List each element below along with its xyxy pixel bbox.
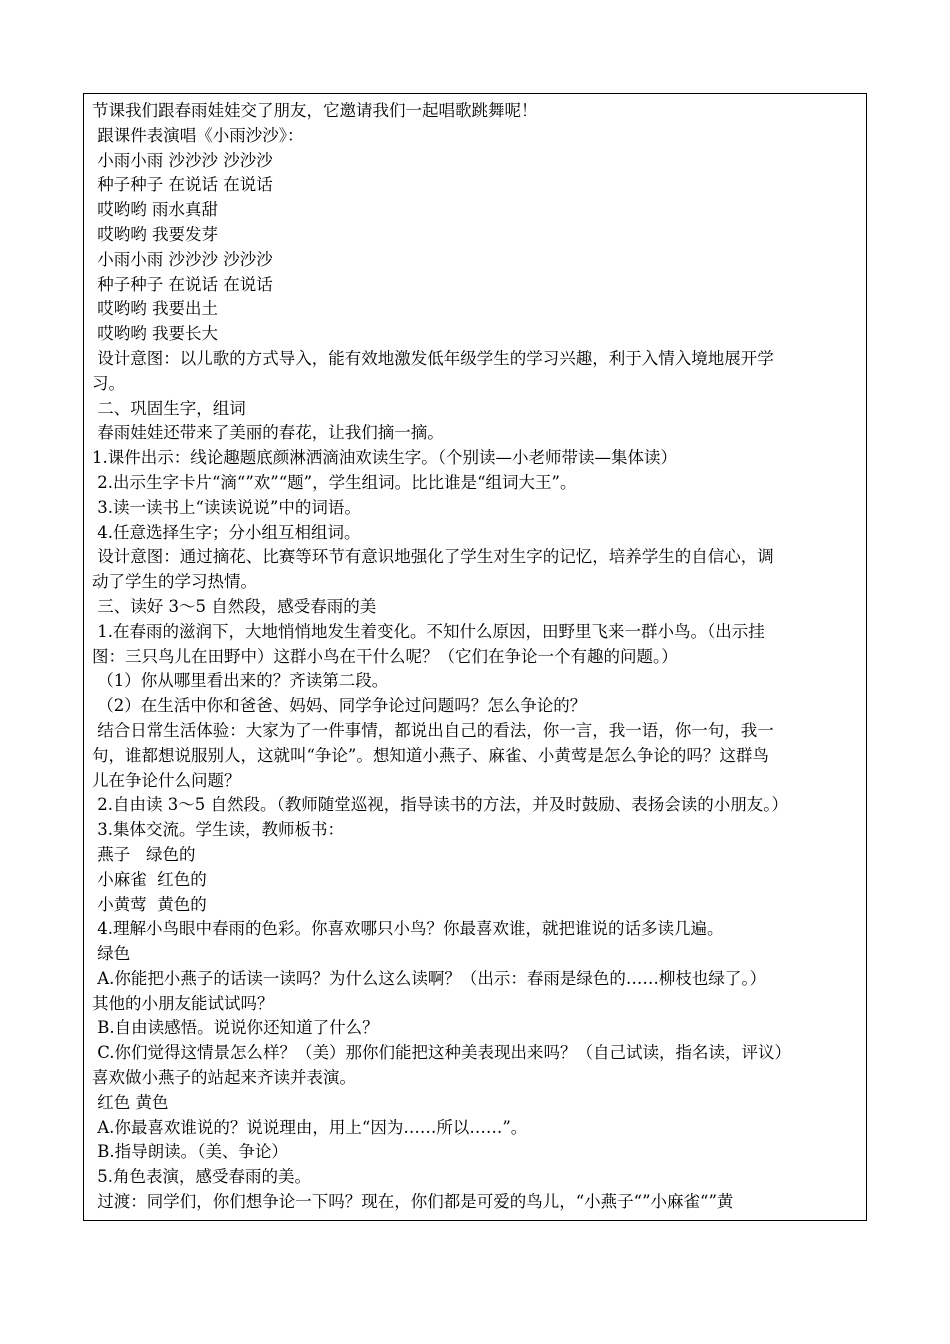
text-line: 儿在争论什么问题？ [92, 770, 241, 790]
text-line: 句，谁都想说服别人，这就叫“争论”。想知道小燕子、麻雀、小黄莺是怎么争论的吗？这群鸟 [92, 745, 769, 765]
text-line: B.自由读感悟。说说你还知道了什么？ [92, 1018, 379, 1038]
text-line: 2.自由读 3～5 自然段。（教师随堂巡视，指导读书的方法，并及时鼓励、表扬会读的小朋友。） [92, 795, 788, 815]
text-line: 红色 黄色 [92, 1092, 169, 1112]
lesson-plan-table-cell [83, 93, 867, 1221]
text-line: 4.理解小鸟眼中春雨的色彩。你喜欢哪只小鸟？你最喜欢谁，就把谁说的话多读几遍。 [92, 919, 724, 939]
text-line: 种子种子 在说话 在说话 [92, 274, 273, 294]
text-line: 3.集体交流。学生读，教师板书： [92, 820, 344, 840]
text-line: 结合日常生活体验：大家为了一件事情，都说出自己的看法，你一言，我一语，你一句，我一 [92, 720, 774, 740]
lesson-text [92, 99, 864, 1215]
text-line: 燕子 绿色的 [92, 844, 196, 864]
text-line: 2.出示生字卡片“滴“”欢”“题”，学生组词。比比谁是“组词大王”。 [92, 472, 577, 492]
text-line: 喜欢做小燕子的站起来齐读并表演。 [92, 1068, 356, 1088]
section-heading: 二、巩固生字，组词 [92, 398, 246, 418]
text-line: 小麻雀 红色的 [92, 869, 207, 889]
section-heading: 三、读好 3～5 自然段，感受春雨的美 [92, 596, 377, 616]
text-line: A.你能把小燕子的话读一读吗？为什么这么读啊？（出示：春雨是绿色的……柳枝也绿了。） [92, 968, 767, 988]
text-line: 节课我们跟春雨娃娃交了朋友，它邀请我们一起唱歌跳舞呢！ [92, 101, 538, 120]
text-line: 绿色 [92, 944, 131, 964]
text-line: 图：三只鸟儿在田野中）这群小鸟在干什么呢？（它们在争论一个有趣的问题。） [92, 646, 678, 666]
text-line: 动了学生的学习热情。 [92, 572, 257, 592]
text-line: 1.在春雨的滋润下，大地悄悄地发生着变化。不知什么原因，田野里飞来一群小鸟。（出示挂 [92, 621, 765, 641]
text-line: 习。 [92, 373, 125, 393]
text-line: 哎哟哟 雨水真甜 [92, 200, 218, 220]
text-line: 过渡：同学们，你们想争论一下吗？现在，你们都是可爱的鸟儿，“小燕子“”小麻雀“”黄 [92, 1192, 734, 1212]
text-line: A.你最喜欢谁说的？说说理由，用上“因为……所以……”。 [92, 1117, 528, 1137]
text-line: 1.课件出示：线论趣题底颜淋洒滴油欢读生字。（个别读—小老师带读—集体读） [92, 448, 677, 468]
text-line: 5.角色表演，感受春雨的美。 [92, 1167, 311, 1187]
text-line: （1）你从哪里看出来的？齐读第二段。 [92, 671, 389, 691]
text-line: 小雨小雨 沙沙沙 沙沙沙 [92, 150, 273, 170]
text-line: 4.任意选择生字；分小组互相组词。 [92, 522, 361, 542]
text-line: 哎哟哟 我要发芽 [92, 224, 218, 244]
text-line: B.指导朗读。（美、争论） [92, 1142, 288, 1162]
text-line: 哎哟哟 我要长大 [92, 324, 218, 344]
text-line: 春雨娃娃还带来了美丽的春花，让我们摘一摘。 [92, 423, 444, 443]
text-line: 哎哟哟 我要出土 [92, 299, 218, 319]
text-line: 3.读一读书上“读读说说”中的词语。 [92, 497, 361, 517]
text-line: 种子种子 在说话 在说话 [92, 175, 273, 195]
text-line: 跟课件表演唱《小雨沙沙》： [92, 125, 304, 145]
text-line: （2）在生活中你和爸爸、妈妈、同学争论过问题吗？怎么争论的？ [92, 696, 587, 716]
text-line: 设计意图：以儿歌的方式导入，能有效地激发低年级学生的学习兴趣，利于入情入境地展开学 [92, 348, 774, 368]
text-line: 小黄莺 黄色的 [92, 894, 207, 914]
text-line: 设计意图：通过摘花、比赛等环节有意识地强化了学生对生字的记忆，培养学生的自信心，调 [92, 547, 774, 567]
text-line: 其他的小朋友能试试吗？ [92, 993, 274, 1013]
text-line: 小雨小雨 沙沙沙 沙沙沙 [92, 249, 273, 269]
text-line: C.你们觉得这情景怎么样？（美）那你们能把这种美表现出来吗？（自己试读，指名读，评议） [92, 1043, 792, 1063]
